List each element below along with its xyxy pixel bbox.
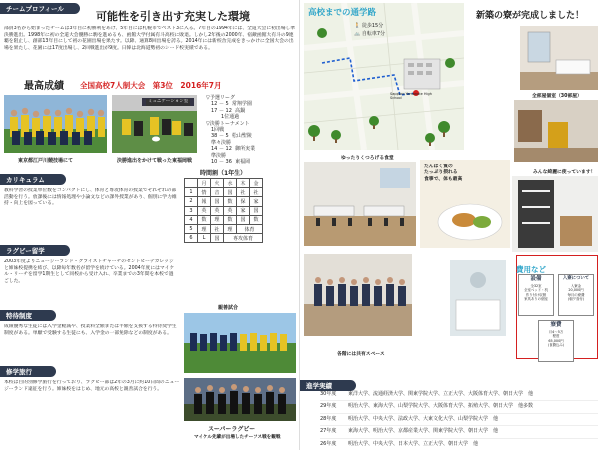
timetable-cell: 理 (211, 215, 224, 224)
achievements-list (320, 389, 598, 450)
timetable-period: 5 (185, 224, 198, 233)
fee-heading: 費用など (516, 265, 546, 274)
photo-dining-caption: ゆったりくつろげる食堂 (341, 156, 394, 161)
commute-map (304, 3, 464, 150)
fee-card-title: 入寮について (562, 276, 590, 281)
achievement-schools: 東洋大学、流通経済大学、関東学院大学、立正大学、大阪体育大学、朝日大学 他 (348, 391, 534, 397)
achievements-heading: 進学実績 (300, 380, 356, 391)
fee-card-title: 寮費 (550, 322, 562, 328)
timetable-cell: 数 (198, 215, 211, 224)
photo-super-rugby (184, 378, 296, 421)
timetable-cell: 保 (237, 197, 250, 206)
timetable-table (184, 178, 263, 243)
school-trip-heading: 修学旅行 (0, 366, 56, 377)
walk-time-text: 徒歩15分 (361, 23, 384, 29)
curriculum-body: 教科学習の授業単位数をコンパクトにし、体育と専攻体育の授業でそれぞれの部活動を行う。放課後には情報処理や小論文などの課外授業があり、個別に学力維持・向上を図っている。 (4, 188, 177, 207)
timetable-cell: 数 (250, 215, 263, 224)
timetable-cell: 英 (224, 206, 237, 215)
timetable-cell: 音 (211, 188, 224, 197)
timetable-cell: 英 (211, 206, 224, 215)
tournament-results: ▽予選リーグ 12 － 5 常翔学園 17 － 12 高鍋 1位通過 ▽決勝トーナメント 1回戦 38 － 5 松山聖陵 準々決勝 14 － 12 御所実業 準決勝 10 － 36 東福岡 (206, 95, 256, 166)
achievement-schools: 東海大学、明治大学、京都産業大学、関東学院大学、朝日大学 他 (348, 428, 499, 435)
timetable-cell: 報 (198, 197, 211, 206)
walk-time (354, 22, 383, 29)
school-trip-body: 本校は目的別修学旅行を行っており、ラグビー部は2年の3月に約10日間のニュージーランド遠征を行う。姉妹校をはじめ、地元の高校と親善試合を行う。 (4, 380, 180, 392)
fee-card-title: 設備 (530, 276, 542, 282)
fee-card-admission (558, 274, 594, 316)
achievement-row (320, 401, 598, 413)
team-profile-heading: チームプロフィール (0, 3, 80, 14)
achievement-year: 28年度 (320, 415, 337, 422)
photo-common-caption: 各階には共有スペース (337, 352, 385, 357)
photo-storage (512, 176, 598, 252)
bike-time (354, 30, 385, 37)
scholarship-body: 成績優秀な生徒には入学金軽減や、授業料全額または半額を支援する特待奨学生制度がある。単願で受験する生徒にも、入学金の一部免除などの制度がある。 (4, 324, 177, 336)
fee-card-facilities (518, 274, 554, 316)
photo-friendly-caption: 親善試合 (218, 305, 239, 311)
achievement-row (320, 426, 598, 438)
photo-clean-room (514, 100, 598, 162)
achievement-row (320, 439, 598, 450)
photo-dorm-room-caption: 全部屋個室（30部屋） (532, 94, 582, 99)
team-profile-title: 可能性を引き出す充実した環境 (96, 10, 250, 23)
achievement-schools: 明治大学、中央大学、日本大学、立正大学、朝日大学 他 (348, 440, 479, 447)
photo-match-caption: 決勝進出をかけて戦った東福岡戦 (117, 158, 193, 164)
timetable-cell: 理 (198, 224, 211, 233)
timetable-period: 1 (185, 188, 198, 197)
timetable-corner (185, 179, 198, 188)
achievement-year: 26年度 (320, 440, 337, 447)
banner-text: ミュニケーション室 (148, 99, 189, 104)
photo-clean-caption: みんな綺麗に使っています！ (533, 170, 596, 175)
timetable-title: 時間割（1年生） (200, 170, 247, 177)
fee-panel (512, 246, 600, 362)
bike-icon: 🚲 (354, 31, 361, 37)
timetable-period: 4 (185, 215, 198, 224)
fee-card-dorm-fee (538, 320, 574, 362)
timetable-cell: 国 (211, 234, 224, 243)
timetable-cell: 英 (198, 206, 211, 215)
achievement-year: 27年度 (320, 428, 337, 435)
timetable-cell: 理 (224, 224, 237, 233)
photo-friendly-match (184, 313, 296, 373)
timetable-cell: 数 (224, 197, 237, 206)
photo-team-edogawa (4, 95, 107, 153)
timetable-cell: 情 (198, 188, 211, 197)
curriculum-heading: カリキュラム (0, 174, 66, 185)
photo-meal-caption: たんぱく質の たっぷり摂れる 食事で、体も最高 (424, 164, 463, 182)
timetable-cell: 家 (250, 197, 263, 206)
achievement-schools: 明治大学、中央大学、法政大学、大東文化大学、山梨学院大学 他 (348, 415, 499, 422)
timetable-cell: 国 (224, 188, 237, 197)
achievement-row (320, 414, 598, 426)
bike-time-text: 自転車7分 (361, 31, 386, 37)
achievement-year: 30年度 (320, 391, 337, 397)
timetable-cell: 数 (224, 215, 237, 224)
map-title: 高校までの通学路 (308, 8, 377, 18)
fee-card-body: 全32室 全室ベッド・机 作り付け収納 家具ありの個室 (524, 283, 548, 301)
timetable-day: 火 (211, 179, 224, 188)
photo-team-edogawa-caption: 東京都江戸川競技場にて (18, 158, 74, 164)
timetable-cell: 社 (211, 224, 224, 233)
scholarship-heading: 特待制度 (0, 310, 56, 321)
timetable-cell: 国 (237, 215, 250, 224)
photo-bath (450, 260, 506, 336)
timetable-cell: 社 (237, 188, 250, 197)
timetable-period: 3 (185, 206, 198, 215)
timetable-day: 木 (237, 179, 250, 188)
timetable-cell: 専攻体育 (224, 234, 263, 243)
fee-card-body: 月4〜5万 程度 65,000円 (食費込み) (547, 329, 565, 347)
map-school-label: Sapporo Yamanote High School (390, 92, 432, 100)
photo-dorm-room (520, 26, 598, 90)
walk-icon: 🚶 (354, 23, 361, 29)
timetable-day: 水 (224, 179, 237, 188)
timetable-cell: L (198, 234, 211, 243)
dorm-title: 新築の寮が完成しました！ (476, 11, 585, 21)
best-record-title: 全国高校7人制大会 第3位 2016年7月 (80, 81, 222, 90)
photo-common-space (304, 254, 412, 336)
achievement-year: 29年度 (320, 403, 337, 410)
timetable-cell: 家 (237, 206, 250, 215)
right-page (300, 0, 600, 450)
achievement-schools: 明治大学、東海大学、山梨学院大学、大阪体育大学、拓殖大学、朝日大学 他多数 (348, 403, 534, 410)
team-profile-body: 部員3名から始まったチームは3年目に初勝利をあげ、5年目には札幌市でベスト3に入る。7年目の1994年には、全道大会に初出場し準決勝進出。1998年に初の全道大会優勝に駒を進めるも、函館大学付属有斗高校に敗退。しかし2年後の2000年、宿敵函館大有斗の9連覇を阻止し、創部13年目にして初の花園出場を果たす。以降、通算8回出場を誇る。2014年には新校舎完成をきっかけに全国大会の出場を果たし、花園には17度出場し、2回戦進出が9度。日韓は北海道勢初のシード校実績である。 (4, 26, 296, 51)
fee-card-body: 入寮金 20,000円 毎月の寮費 (朝夕食付) (567, 283, 585, 301)
timetable-day: 月 (198, 179, 211, 188)
timetable-day: 金 (250, 179, 263, 188)
timetable-cell: 社 (250, 188, 263, 197)
timetable-cell: 国 (250, 206, 263, 215)
photo-dining-hall (304, 162, 416, 246)
rugby-study-body: 2003年度よりニュージーランド・クライストチャーチのセントビーデカレッジと姉妹校提携を結び、以降毎年数名が留学を続けている。2004年度にはマイケル・リーチを留学1期生として同校から受け入れ、卒業までの3年間を本校で過ごした。 (4, 259, 175, 284)
timetable-period: 6 (185, 234, 198, 243)
super-rugby-caption: マイケル先輩が出場したチーフス戦を観戦 (194, 435, 281, 440)
best-record-label: 最高成績 (24, 81, 64, 92)
achievement-row (320, 389, 598, 401)
rugby-study-heading: ラグビー留学 (0, 245, 70, 256)
super-rugby-title: スーパーラグビー (208, 426, 256, 433)
timetable-cell: 体育 (237, 224, 263, 233)
timetable-period: 2 (185, 197, 198, 206)
timetable-cell: 国 (211, 197, 224, 206)
